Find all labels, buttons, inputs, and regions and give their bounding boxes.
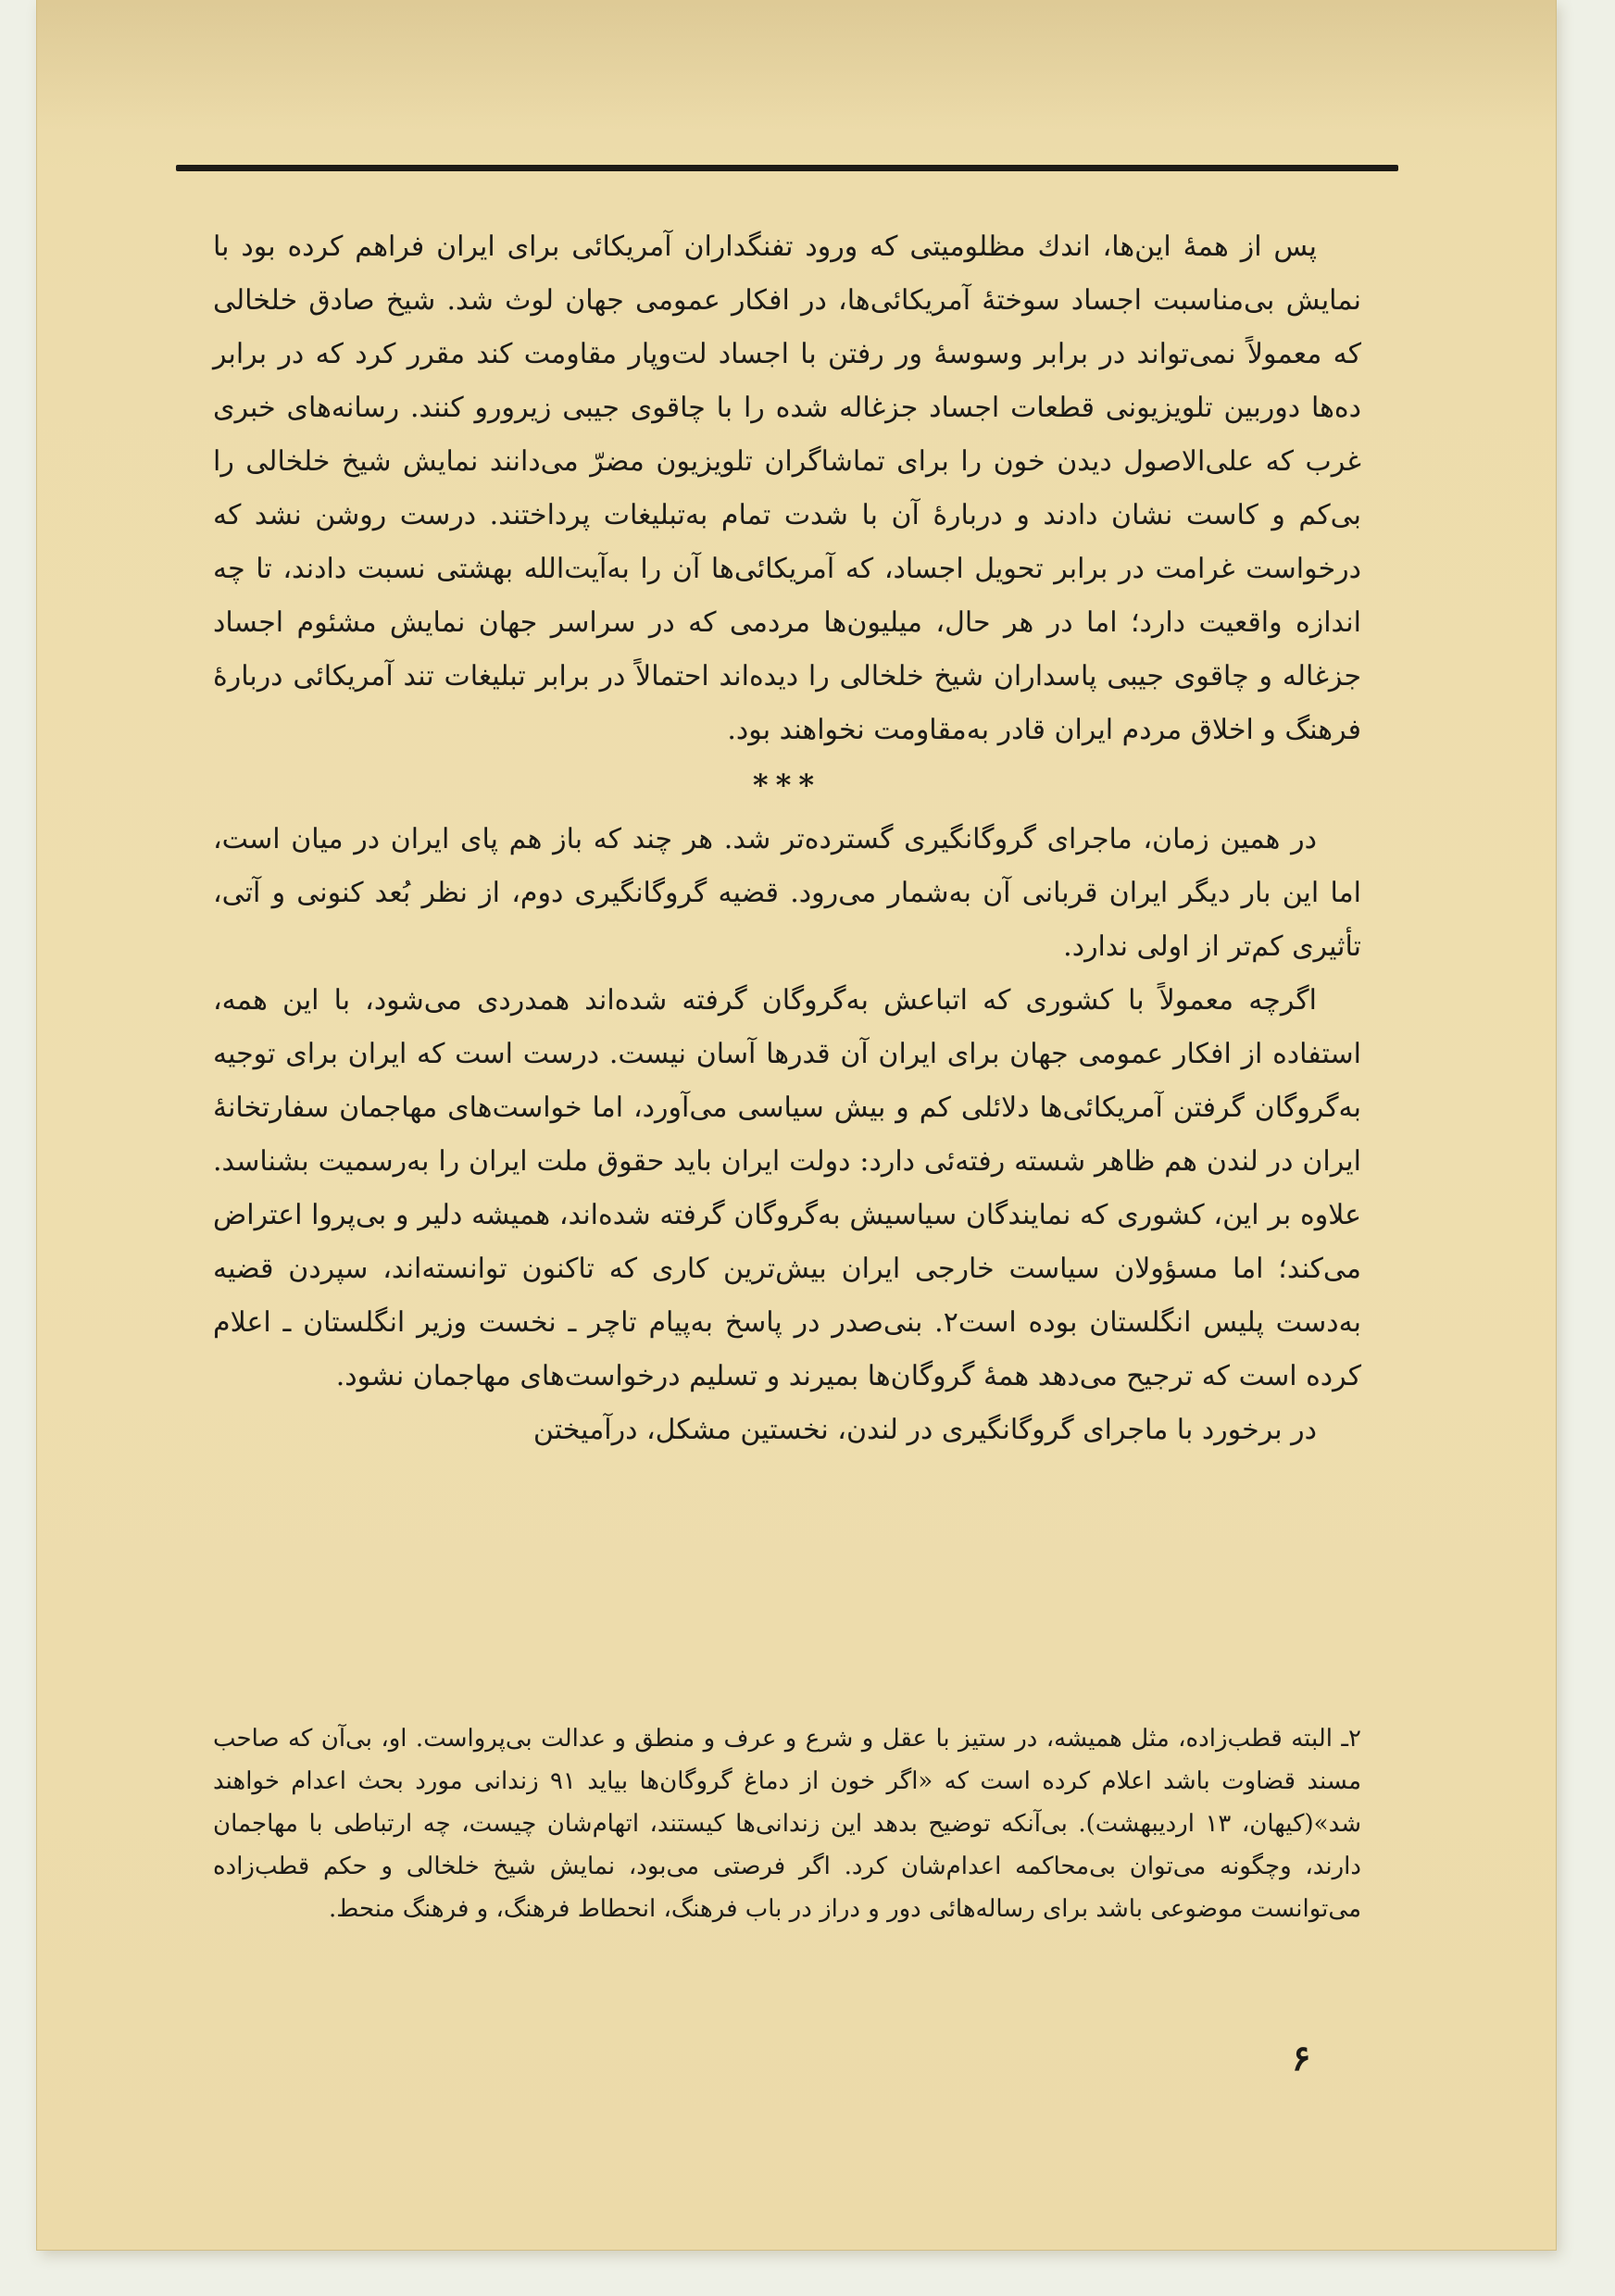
footnote: ۲ـ البته قطب‌زاده، مثل همیشه، در ستیز با عقل و شرع و عرف و منطق و عدالت بی‌پرواست. او، بی‌آن که صاحب مسند قضاوت باشد اعلام کرده است که «اگر خون از دماغ گروگان‌ها بیاید ۹۱ زندانی مورد بحث اعدام خواهند شد»(کیهان، ۱۳ اردیبهشت). بی‌آنکه توضیح بدهد این زندانی‌ها کیستند، اتهام‌شان چیست، چه ارتباطی با مهاجمان دارند، وچگونه می‌توان بی‌محاکمه اعدام‌شان کرد. اگر فرصتی می‌بود، نمایش شیخ خلخالی و حکم قطب‌زاده می‌توانست موضوعی باشد برای رساله‌هائی دور و دراز در باب فرهنگ، انحطاط فرهنگ، و فرهنگ منحط.	[213, 1725, 1362, 1923]
header-rule	[176, 165, 1398, 171]
body-text	[213, 220, 1361, 1457]
page-number: ۶	[1292, 2037, 1311, 2078]
section-separator: ***	[752, 767, 822, 803]
top-fold-shading	[37, 0, 1556, 130]
paragraph-3: اگرچه معمولاً با کشوری که اتباعش به‌گروگان گرفته شده‌اند همدردی می‌شود، با این همه، استفاده از افکار عمومی جهان برای ایران آن قدرها آسان نیست. درست است که ایران برای توجیه به‌گروگان گرفتن آمریکائی‌ها دلائلی کم و بیش سیاسی می‌آورد، اما خواست‌های مهاجمان سفارتخانهٔ ایران در لندن هم ظاهر شسته رفته‌ئی دارد: دولت ایران باید حقوق ملت ایران را به‌رسمیت بشناسد. علاوه بر این، کشوری که نمایندگان سیاسیش به‌گروگان گرفته شده‌اند، همیشه دلیر و بی‌پروا اعتراض می‌کند؛ اما مسؤولان سیاست خارجی ایران بیش‌ترین کاری که تاکنون توانسته‌اند، سپردن قضیه به‌دست پلیس انگلستان بوده است۲. بنی‌صدر در پاسخ به‌پیام تاچر ـ نخست وزیر انگلستان ـ اعلام کرده است که ترجیح می‌دهد همهٔ گروگان‌ها بمیرند و تسلیم درخواست‌های مهاجمان نشود.	[213, 984, 1361, 1392]
paragraph-4: در برخورد با ماجرای گروگانگیری در لندن، نخستین مشکل، درآمیختن	[532, 1414, 1317, 1446]
paragraph-1: پس از همهٔ این‌ها، اندك مظلومیتی که ورود تفنگداران آمریکائی برای ایران فراهم کرده بود با نمایش بی‌مناسبت اجساد سوختهٔ آمریکائی‌ها، در افکار عمومی جهان لوث شد. شیخ صادق خلخالی که معمولاً نمی‌تواند در برابر وسوسهٔ ور رفتن با اجساد لت‌وپار مقاومت کند مقرر کرد که در برابر ده‌ها دوربین تلویزیونی قطعات اجساد جزغاله شده را با چاقوی جیبی زیرورو کنند. رسانه‌های خبری غرب که علی‌الاصول دیدن خون را برای تماشاگران تلویزیون مضرّ می‌دانند نمایش شیخ خلخالی را بی‌کم و کاست نشان دادند و دربارهٔ آن با شدت تمام به‌تبلیغات پرداختند. درست روشن نشد که درخواست غرامت در برابر تحویل اجساد، که آمریکائی‌ها آن را به‌آیت‌الله بهشتی نسبت دادند، تا چه اندازه واقعیت دارد؛ اما در هر حال، میلیون‌ها مردمی که در سراسر جهان نمایش مشئوم اجساد جزغاله و چاقوی جیبی پاسداران شیخ خلخالی را دیده‌اند احتمالاً در برابر تبلیغات تند آمریکائی دربارهٔ فرهنگ و اخلاق مردم ایران قادر به‌مقاومت نخواهند بود.	[213, 231, 1361, 746]
paragraph-2: در همین زمان، ماجرای گروگانگیری گسترده‌تر شد. هر چند که باز هم پای ایران در میان است، اما این بار دیگر ایران قربانی آن به‌شمار می‌رود. قضیه گروگانگیری دوم، از نظر بُعد کنونی و آتی، تأثیری کم‌تر از اولی ندارد.	[213, 823, 1361, 963]
